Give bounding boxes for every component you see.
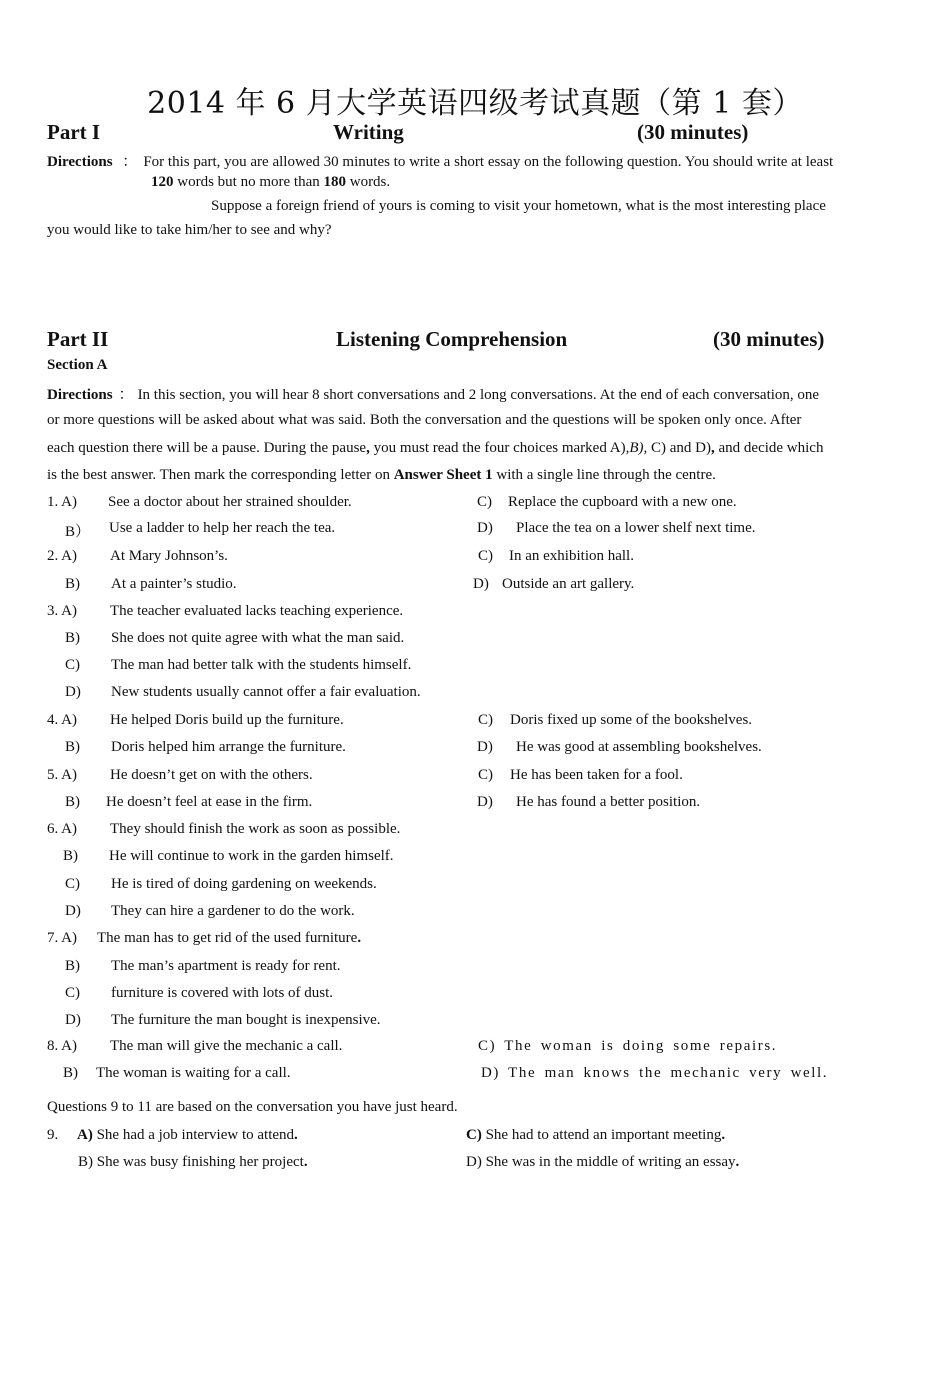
q2-option-c: In an exhibition hall. bbox=[509, 548, 634, 564]
directions-colon: ： bbox=[118, 387, 134, 403]
q5-option-d: He has found a better position. bbox=[516, 794, 701, 810]
q6-option-c-label: C) bbox=[65, 876, 80, 892]
q1-number: 1. A) bbox=[47, 494, 77, 510]
q3-option-b: She does not quite agree with what the man said. bbox=[111, 630, 405, 646]
q1-option-c: Replace the cupboard with a new one. bbox=[508, 494, 737, 510]
q8-option-d: D) The man knows the mechanic very well. bbox=[481, 1065, 829, 1081]
dir-choices: ,B), bbox=[625, 440, 648, 456]
dir-text: is the best answer. Then mark the corresponding letter on bbox=[47, 467, 394, 483]
q5-number: 5. A) bbox=[47, 767, 77, 783]
q4-number: 4. A) bbox=[47, 712, 77, 728]
q5-option-a: He doesn’t get on with the others. bbox=[110, 767, 313, 783]
q9-option-a-period: . bbox=[294, 1127, 298, 1143]
q9-option-a-label: A) bbox=[77, 1127, 93, 1143]
q9-option-b-period: . bbox=[303, 1154, 308, 1170]
dir-text: with a single line through the centre. bbox=[492, 467, 716, 483]
q7-option-a-text: The man has to get rid of the used furniture bbox=[97, 930, 358, 946]
writing-prompt-line2: you would like to take him/her to see and why? bbox=[47, 222, 332, 238]
q7-option-d: The furniture the man bought is inexpensive. bbox=[111, 1012, 381, 1028]
part2-directions-line4 bbox=[47, 467, 716, 484]
q2-option-b: At a painter’s studio. bbox=[111, 576, 237, 592]
part2-directions-line2: or more questions will be asked about what was said. Both the conversation and the questions will be spoken only once. After bbox=[47, 412, 802, 428]
q8-option-c: C) The woman is doing some repairs. bbox=[478, 1038, 778, 1054]
q1-option-b: Use a ladder to help her reach the tea. bbox=[109, 520, 336, 536]
q9-option-d-period: . bbox=[735, 1154, 740, 1170]
part2-directions-text1: In this section, you will hear 8 short conversations and 2 long conversations. At the end of each conversation, one bbox=[137, 387, 820, 403]
part1-time: (30 minutes) bbox=[637, 120, 749, 144]
q4-option-b-label: B) bbox=[65, 739, 80, 755]
part1-label: Part I bbox=[47, 120, 101, 144]
q9-option-c-text: She had to attend an important meeting bbox=[481, 1127, 722, 1143]
q2-option-c-label: C) bbox=[478, 548, 493, 564]
part2-name: Listening Comprehension bbox=[336, 327, 568, 351]
q6-option-b: He will continue to work in the garden himself. bbox=[109, 848, 394, 864]
dir-comma: , bbox=[366, 440, 370, 456]
q3-option-d: New students usually cannot offer a fair evaluation. bbox=[111, 684, 421, 700]
answer-sheet-label: Answer Sheet 1 bbox=[393, 467, 493, 483]
q1-option-d: Place the tea on a lower shelf next time. bbox=[516, 520, 756, 536]
words-end: words. bbox=[345, 174, 391, 190]
q6-option-d-label: D) bbox=[65, 903, 81, 919]
dir-comma: , bbox=[711, 440, 715, 456]
q3-option-d-label: D) bbox=[65, 684, 81, 700]
part1-directions-line2 bbox=[151, 174, 390, 191]
q5-option-b-label: B) bbox=[65, 794, 80, 810]
q3-option-a: The teacher evaluated lacks teaching experience. bbox=[110, 603, 404, 619]
dir-text: C) and D) bbox=[647, 440, 711, 456]
dir-text: and decide which bbox=[714, 440, 824, 456]
q2-option-a: At Mary Johnson’s. bbox=[110, 548, 228, 564]
q7-option-b-label: B) bbox=[65, 958, 80, 974]
q8-number: 8. A) bbox=[47, 1038, 77, 1054]
q6-number: 6. A) bbox=[47, 821, 77, 837]
q4-option-c-label: C) bbox=[478, 712, 493, 728]
q1-option-c-label: C) bbox=[477, 494, 492, 510]
q4-option-a: He helped Doris build up the furniture. bbox=[110, 712, 344, 728]
dir-text: you must read the four choices marked A) bbox=[369, 440, 626, 456]
part1-directions-line1 bbox=[47, 150, 833, 171]
writing-prompt-line1: Suppose a foreign friend of yours is coming to visit your hometown, what is the most interesting place bbox=[211, 198, 826, 214]
q9-option-b bbox=[78, 1154, 308, 1171]
max-words: 180 bbox=[323, 174, 346, 190]
directions-label: Directions bbox=[47, 154, 113, 170]
q7-option-c-label: C) bbox=[65, 985, 80, 1001]
q2-option-d: Outside an art gallery. bbox=[502, 576, 635, 592]
part2-time: (30 minutes) bbox=[713, 327, 825, 351]
section-a-label: Section A bbox=[47, 357, 108, 373]
q7-number: 7. A) bbox=[47, 930, 77, 946]
q2-option-d-label: D) bbox=[473, 576, 489, 592]
q2-number: 2. A) bbox=[47, 548, 77, 564]
part2-label: Part II bbox=[47, 327, 109, 351]
questions-9-11-note: Questions 9 to 11 are based on the conversation you have just heard. bbox=[47, 1099, 458, 1115]
q8-option-b-label: B) bbox=[63, 1065, 78, 1081]
q3-option-c-label: C) bbox=[65, 657, 80, 673]
page-title: 2014 年 6 月大学英语四级考试真题（第 1 套） bbox=[147, 86, 803, 121]
q1-option-d-label: D) bbox=[477, 520, 493, 536]
q9-option-c bbox=[466, 1127, 725, 1144]
q2-option-b-label: B) bbox=[65, 576, 80, 592]
q4-option-d: He was good at assembling bookshelves. bbox=[516, 739, 762, 755]
q9-number: 9. bbox=[47, 1127, 59, 1143]
q5-option-d-label: D) bbox=[477, 794, 493, 810]
q7-option-a bbox=[97, 930, 361, 947]
q3-number: 3. A) bbox=[47, 603, 77, 619]
q5-option-c-label: C) bbox=[478, 767, 493, 783]
q8-option-a: The man will give the mechanic a call. bbox=[110, 1038, 343, 1054]
part2-directions-line3 bbox=[47, 440, 823, 457]
q5-option-b: He doesn’t feel at ease in the firm. bbox=[106, 794, 313, 810]
q4-option-c: Doris fixed up some of the bookshelves. bbox=[510, 712, 753, 728]
min-words: 120 bbox=[151, 174, 174, 190]
q9-option-c-period: . bbox=[721, 1127, 726, 1143]
q4-option-d-label: D) bbox=[477, 739, 493, 755]
q9-option-c-label: C) bbox=[466, 1127, 482, 1143]
q6-option-a: They should finish the work as soon as possible. bbox=[110, 821, 401, 837]
q8-option-b: The woman is waiting for a call. bbox=[96, 1065, 291, 1081]
q4-option-b: Doris helped him arrange the furniture. bbox=[111, 739, 346, 755]
q9-option-a bbox=[77, 1127, 298, 1144]
q5-option-c: He has been taken for a fool. bbox=[510, 767, 683, 783]
q9-option-d bbox=[466, 1154, 739, 1171]
q9-option-b-text: B) She was busy finishing her project bbox=[78, 1154, 304, 1170]
part1-directions-text: For this part, you are allowed 30 minutes to write a short essay on the following question. You should write at least bbox=[143, 154, 834, 170]
directions-label: Directions bbox=[47, 387, 113, 403]
q6-option-c: He is tired of doing gardening on weekends. bbox=[111, 876, 377, 892]
q7-option-c: furniture is covered with lots of dust. bbox=[111, 985, 334, 1001]
q3-option-c: The man had better talk with the students himself. bbox=[111, 657, 412, 673]
dir-text: each question there will be a pause. During the pause bbox=[47, 440, 367, 456]
q1-option-b-label: B） bbox=[65, 524, 91, 540]
q3-option-b-label: B) bbox=[65, 630, 80, 646]
words-mid: words but no more than bbox=[173, 174, 324, 190]
q6-option-d: They can hire a gardener to do the work. bbox=[111, 903, 355, 919]
q9-option-a-text: She had a job interview to attend bbox=[92, 1127, 295, 1143]
q7-option-a-period: . bbox=[357, 930, 362, 946]
directions-colon: ： bbox=[122, 154, 138, 170]
q7-option-d-label: D) bbox=[65, 1012, 81, 1028]
part2-directions-line1 bbox=[47, 383, 819, 404]
q1-option-a: See a doctor about her strained shoulder. bbox=[108, 494, 352, 510]
q9-option-d-text: D) She was in the middle of writing an essay bbox=[466, 1154, 736, 1170]
part1-name: Writing bbox=[333, 120, 404, 144]
q6-option-b-label: B) bbox=[63, 848, 78, 864]
q7-option-b: The man’s apartment is ready for rent. bbox=[111, 958, 341, 974]
